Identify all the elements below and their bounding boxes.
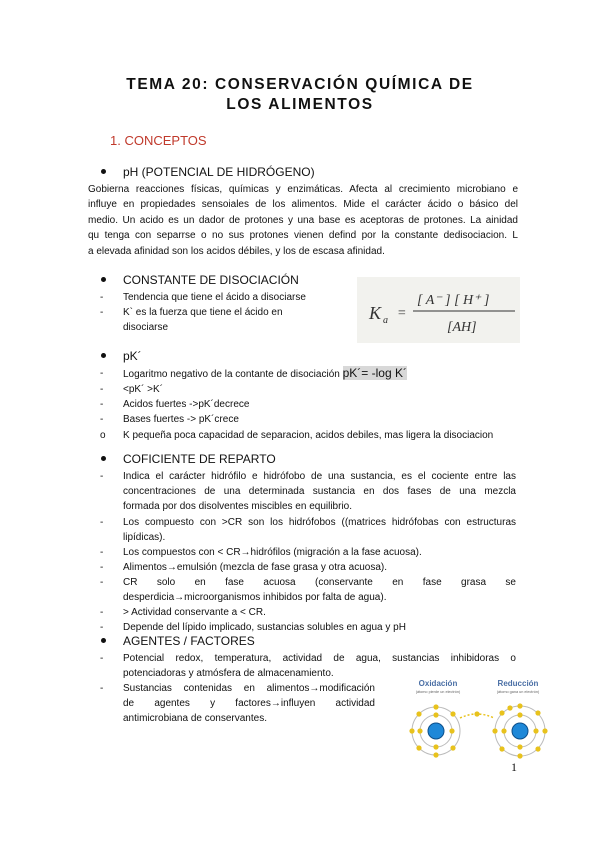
dash-icon: - <box>100 653 104 664</box>
dash-icon: - <box>100 384 104 395</box>
dash-icon: - <box>100 622 104 633</box>
dash-icon: - <box>100 517 104 528</box>
page-number: 1 <box>511 760 517 774</box>
dash-icon: - <box>100 368 104 379</box>
formula-numerator: [ A⁻ ] [ H⁺ ] <box>417 293 490 308</box>
oxidation-sublabel: (átomo pierde un electrón) <box>415 690 461 694</box>
list-item: - Logaritmo negativo de la contante de disociación pK´= -log K´ <box>100 366 407 380</box>
list-item: - CR solo en fase acuosa (conservante en fase grasa se desperdicia→microorganismos inhibidos por falta de agua). <box>100 577 516 604</box>
agentes-heading-text: AGENTES / FACTORES <box>123 634 255 648</box>
list-item: - Sustancias contenidas en alimentos→modificación de agentes y factores→influyen actividad antimicrobiana de conservantes. <box>100 683 375 725</box>
paragraph-line: a elevada afinidad son los acidos débiles, y los de escasa afinidad. <box>88 245 385 257</box>
paragraph-line: medio. Un acido es un dador de protones y una base es aceptoras de protones. La ainidad <box>88 214 518 226</box>
dissociation-constant-formula <box>357 277 520 343</box>
bullet-icon <box>101 456 106 461</box>
paragraph-line: influye en propiedades sensoiales de los alimentos. Mide el carácter ácido o básico del <box>88 199 518 211</box>
agentes-heading <box>123 634 255 648</box>
formula-denominator: [AH] <box>447 320 477 335</box>
dash-icon: - <box>100 471 104 482</box>
formula-sub: a <box>383 315 388 326</box>
list-item: o K pequeña poca capacidad de separacion, acidos debiles, mas ligera la disociacion <box>123 428 493 443</box>
pk-heading <box>123 349 142 363</box>
dash-icon: - <box>100 399 104 410</box>
reparto-heading <box>123 452 276 466</box>
constante-heading-text: CONSTANTE DE DISOCIACIÓN <box>123 273 299 287</box>
list-item: - Depende del lípido implicado, sustancias solubles en agua y pH <box>123 620 406 635</box>
dash-icon: - <box>100 607 104 618</box>
ph-heading <box>123 165 315 179</box>
dash-icon: - <box>100 683 104 694</box>
redox-figure <box>400 676 550 776</box>
reparto-heading-text: COFICIENTE DE REPARTO <box>123 452 276 466</box>
list-item: disociarse <box>123 322 169 333</box>
dash-icon: - <box>100 307 104 318</box>
pk-formula: pK´= -log K´ <box>342 366 407 380</box>
o-bullet-icon: o <box>100 430 106 441</box>
ph-heading-text: pH (POTENCIAL DE HIDRÓGENO) <box>123 165 315 179</box>
list-item: - Alimentos→emulsión (mezcla de fase grasa y otra acuosa). <box>123 560 387 575</box>
dash-icon: - <box>100 292 104 303</box>
page-title-line-1: TEMA 20: CONSERVACIÓN QUÍMICA DE <box>126 76 474 93</box>
dash-icon: - <box>100 562 104 573</box>
bullet-icon <box>101 277 106 282</box>
reduction-label: Reducción <box>497 679 539 688</box>
list-item: - <pK´ >K´ <box>123 382 163 397</box>
dash-icon: - <box>100 577 104 588</box>
dash-icon: - <box>100 414 104 425</box>
list-item: - Los compuestos con < CR→hidrófilos (migración a la fase acuosa). <box>123 545 422 560</box>
dash-icon: - <box>100 547 104 558</box>
list-item: - Indica el carácter hidrófilo e hidrófobo de una sustancia, es el cociente entre las concentraciones de una determinada sustancia en dos fases de una mezcla formada por dos disolventes miscibles en equilibrio. <box>100 471 516 513</box>
list-item: - Bases fuertes -> pK´crece <box>123 412 239 427</box>
paragraph-line: Gobierna reacciones físicas, químicas y enzimáticas. Afecta al crecimiento microbiano e <box>88 184 518 195</box>
section-heading: 1. CONCEPTOS <box>110 133 207 148</box>
formula-eq: = <box>397 306 407 321</box>
list-item: - Acidos fuertes ->pK´decrece <box>123 397 249 412</box>
list-item: - Potencial redox, temperatura, actividad de agua, sustancias inhibidoras o potenciadoras y atmósfera de almacenamiento. <box>100 653 516 680</box>
formula-k: K <box>369 303 382 323</box>
paragraph-line: qu tenga con separrse o no sus protones vienen defind por la constante dedisociacion. L <box>88 230 518 242</box>
bullet-icon <box>101 353 106 358</box>
oxidation-label: Oxidación <box>418 679 458 688</box>
page-title-line-2: LOS ALIMENTOS <box>226 96 374 113</box>
oxidized-atom <box>409 704 460 757</box>
bullet-icon <box>101 169 106 174</box>
list-item: - Tendencia que tiene el ácido a disociarse <box>123 290 306 305</box>
constante-heading <box>123 273 299 287</box>
list-item: - > Actividad conservante a < CR. <box>123 605 266 620</box>
ph-paragraph <box>88 182 518 259</box>
bullet-icon <box>101 638 106 643</box>
list-item: - Los compuesto con >CR son los hidrófobos ((matrices hidrófobas con estructuras lipídicas). <box>100 517 516 544</box>
pk-heading-text: pK´ <box>123 349 142 363</box>
reduced-atom <box>492 703 547 758</box>
reduction-sublabel: (átomo gana un electrón) <box>496 690 540 694</box>
list-item: - K` es la fuerza que tiene el ácido en <box>123 305 283 320</box>
